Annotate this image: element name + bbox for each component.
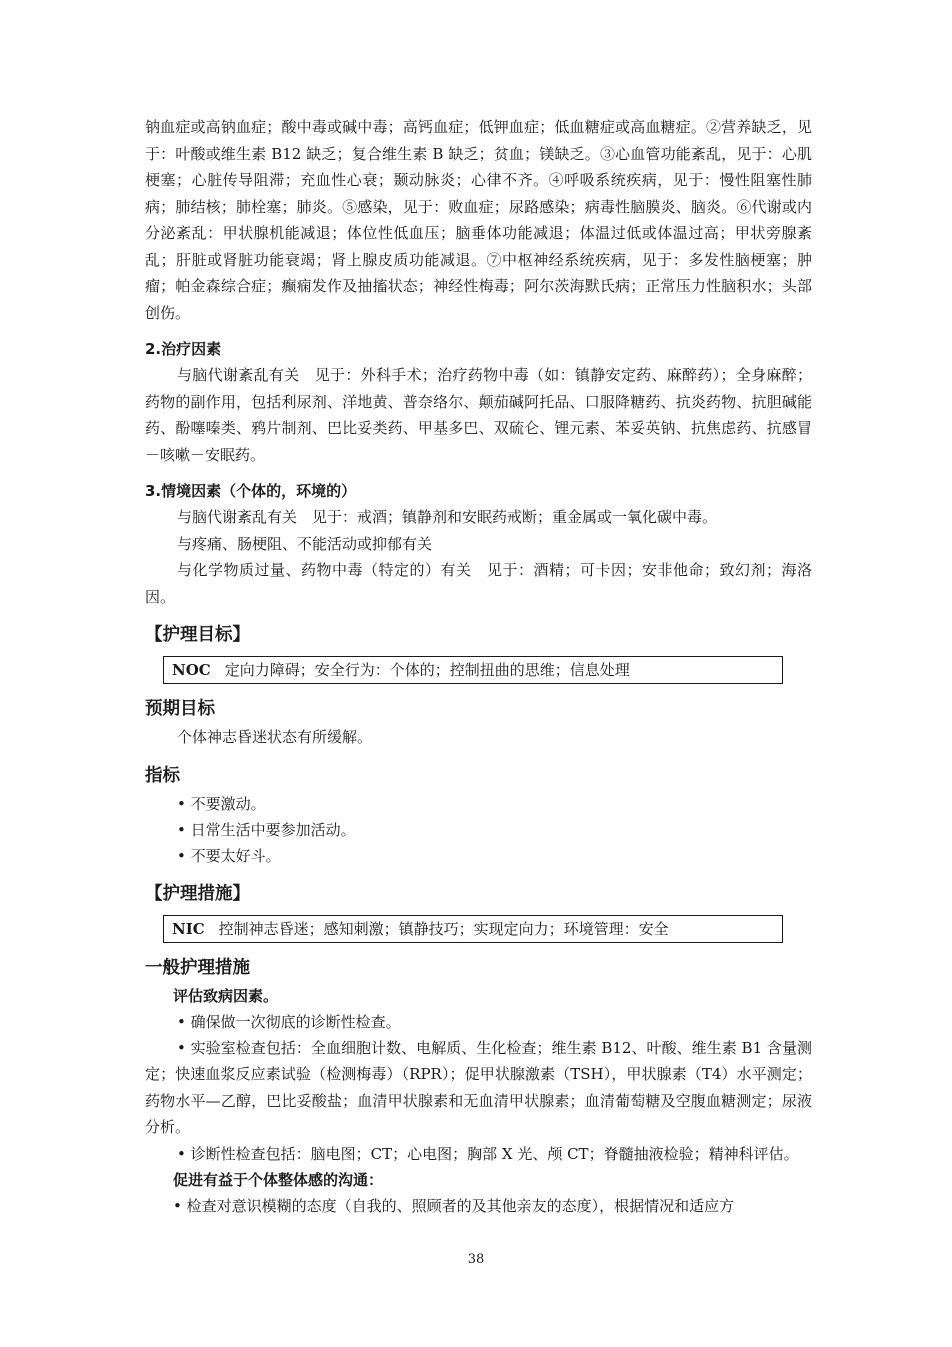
nursing-goals-heading: 【护理目标】: [145, 625, 250, 645]
indicator-item: • 不要太好斗。: [177, 846, 281, 865]
indicator-item: • 日常生活中要参加活动。: [177, 820, 356, 839]
noc-box: [163, 656, 783, 684]
indicators-heading: 指标: [145, 765, 180, 786]
nursing-measures-heading: 【护理措施】: [145, 883, 250, 904]
nic-text: 控制神志昏迷；感知刺激；镇静技巧；实现定向力；环境管理：安全: [218, 919, 669, 938]
assess-item-3: • 诊断性检查包括：脑电图；CT；心电图；胸部 X 光、颅 CT；脊髓抽液检验；精神科评估。: [177, 1144, 799, 1163]
section-heading-situational-factors: 3.情境因素（个体的，环境的）: [145, 482, 357, 500]
general-measures-heading: 一般护理措施: [145, 957, 250, 978]
noc-label: NOC: [172, 661, 211, 679]
assess-item-1: • 确保做一次彻底的诊断性检查。: [177, 1012, 401, 1031]
communication-heading: 促进有益于个体整体感的沟通：: [173, 1171, 384, 1189]
treatment-factors-paragraph: 与脑代谢紊乱有关 见于：外科手术；治疗药物中毒（如：镇静安定药、麻醉药）；全身麻醉；药物的副作用，包括利尿剂、洋地黄、普奈络尔、颠茄碱阿托品、口服降糖药、抗炎药物、抗胆碱能药、酚噻嗪类、鸦片制剂、巴比妥类药、甲基多巴、双硫仑、锂元素、苯妥英钠、抗焦虑药、抗感冒－咳嗽－安眠药。: [145, 366, 812, 464]
section-heading-treatment-factors: 2.治疗因素: [145, 340, 222, 358]
situational-line-2: 与疼痛、肠梗阻、不能活动或抑郁有关: [177, 534, 433, 553]
page-number: 38: [467, 1252, 485, 1267]
nic-label: NIC: [172, 919, 205, 938]
nic-box: [163, 915, 783, 943]
expected-goal-text: 个体神志昏迷状态有所缓解。: [177, 728, 373, 746]
expected-goal-heading: 预期目标: [145, 699, 215, 719]
situational-line-1: 与脑代谢紊乱有关 见于：戒酒；镇静剂和安眠药戒断；重金属或一氧化碳中毒。: [177, 508, 718, 526]
page-content: [145, 114, 812, 1219]
communication-item-1: • 检查对意识模糊的态度（自我的、照顾者的及其他亲友的态度），根据情况和适应方: [173, 1197, 735, 1215]
assess-item-2: • 实验室检查包括：全血细胞计数、电解质、生化检查；维生素 B12、叶酸、维生素 B1 含量测定；快速血浆反应素试验（检测梅毒）（RPR）；促甲状腺激素（TSH），甲状腺素（T4）水平测定；药物水平—乙醇，巴比妥酸盐；血清甲状腺素和无血清甲状腺素；血清葡萄糖及空腹血糖测定；尿液分析。: [145, 1038, 812, 1136]
intro-paragraph: 钠血症或高钠血症；酸中毒或碱中毒；高钙血症；低钾血症；低血糖症或高血糖症。②营养缺乏，见于：叶酸或维生素 B12 缺乏；复合维生素 B 缺乏；贫血；镁缺乏。③心血管功能紊乱，见于：心肌梗塞；心脏传导阻滞；充血性心衰；颞动脉炎；心律不齐。④呼吸系统疾病，见于：慢性阻塞性肺病；肺结核；肺栓塞；肺炎。⑤感染，见于：败血症；尿路感染；病毒性脑膜炎、脑炎。⑥代谢或内分泌紊乱：甲状腺机能减退；体位性低血压；脑垂体功能减退；体温过低或体温过高；甲状旁腺紊乱；肝脏或肾脏功能衰竭；肾上腺皮质功能减退。⑦中枢神经系统疾病，见于：多发性脑梗塞；肿瘤；帕金森综合症；癫痫发作及抽搐状态；神经性梅毒；阿尔茨海默氏病；正常压力性脑积水；头部创伤。: [145, 118, 812, 322]
assess-factors-heading: 评估致病因素。: [173, 986, 279, 1005]
indicator-item: • 不要激动。: [177, 794, 266, 813]
noc-text: 定向力障碍；安全行为：个体的；控制扭曲的思维；信息处理: [224, 661, 630, 679]
situational-line-3: 与化学物质过量、药物中毒（特定的）有关 见于：酒精；可卡因；安非他命；致幻剂；海洛因。: [145, 561, 812, 606]
